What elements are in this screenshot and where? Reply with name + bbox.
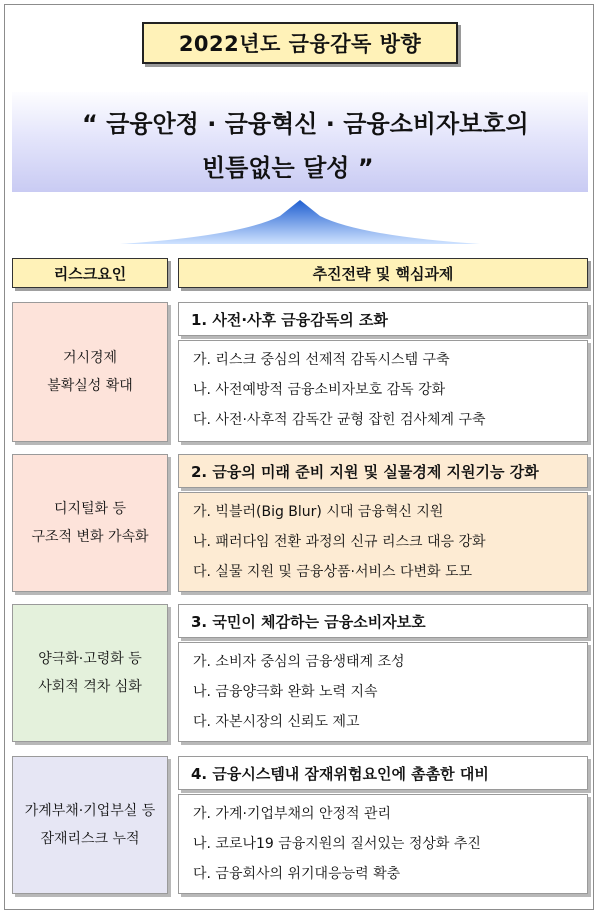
task-item: 다. 자본시장의 신뢰도 제고 — [193, 714, 360, 730]
risk-factors-header: 리스크요인 — [12, 258, 168, 288]
task-item: 가. 리스크 중심의 선제적 감독시스템 구축 — [193, 352, 450, 368]
task-item: 가. 소비자 중심의 금융생태계 조성 — [193, 654, 405, 670]
task-item: 나. 사전예방적 금융소비자보호 감독 강화 — [193, 382, 446, 398]
page-title: 2022년도 금융감독 방향 — [142, 22, 458, 64]
risk-factor-2-line-2: 구조적 변화 가속화 — [31, 529, 149, 545]
vision-banner — [12, 92, 588, 192]
strategy-header: 추진전략 및 핵심과제 — [178, 258, 588, 288]
task-item: 가. 가계·기업부채의 안정적 관리 — [193, 806, 392, 822]
risk-factor-1-line-1: 거시경제 — [62, 350, 118, 366]
up-arrow-icon — [120, 198, 480, 246]
strategy-title-3: 3. 국민이 체감하는 금융소비자보호 — [178, 604, 588, 638]
task-item: 나. 패러다임 전환 과정의 신규 리스크 대응 강화 — [193, 534, 486, 550]
risk-factor-4 — [12, 756, 168, 894]
risk-factor-1-line-2: 불확실성 확대 — [47, 378, 133, 394]
task-list-3 — [178, 642, 588, 742]
task-list-1 — [178, 340, 588, 442]
vision-line-1: “ 금융안정 · 금융혁신 · 금융소비자보호의 — [82, 110, 529, 138]
risk-factor-2 — [12, 454, 168, 592]
task-item: 다. 금융회사의 위기대응능력 확충 — [193, 866, 401, 882]
task-item: 가. 빅블러(Big Blur) 시대 금융혁신 지원 — [193, 504, 444, 520]
task-list-2 — [178, 492, 588, 592]
vision-line-2: 빈틈없는 달성 ” — [202, 154, 374, 182]
strategy-title-2: 2. 금융의 미래 준비 지원 및 실물경제 지원기능 강화 — [178, 454, 588, 488]
risk-factor-4-line-2: 잠재리스크 누적 — [40, 831, 140, 847]
task-list-4 — [178, 794, 588, 894]
strategy-title-4: 4. 금융시스템내 잠재위험요인에 촘촘한 대비 — [178, 756, 588, 790]
risk-factor-1 — [12, 302, 168, 442]
risk-factor-2-line-1: 디지털화 등 — [53, 501, 127, 517]
risk-factor-3-line-2: 사회적 격차 심화 — [38, 679, 142, 695]
risk-factor-3 — [12, 604, 168, 742]
task-item: 다. 사전·사후적 감독간 균형 잡힌 검사체계 구축 — [193, 412, 486, 428]
task-item: 나. 금융양극화 완화 노력 지속 — [193, 684, 378, 700]
risk-factor-4-line-1: 가계부채·기업부실 등 — [24, 803, 156, 819]
task-item: 나. 코로나19 금융지원의 질서있는 정상화 추진 — [193, 836, 481, 852]
risk-factor-3-line-1: 양극화·고령화 등 — [38, 651, 142, 667]
strategy-title-1: 1. 사전·사후 금융감독의 조화 — [178, 302, 588, 336]
task-item: 다. 실물 지원 및 금융상품·서비스 다변화 도모 — [193, 564, 473, 580]
